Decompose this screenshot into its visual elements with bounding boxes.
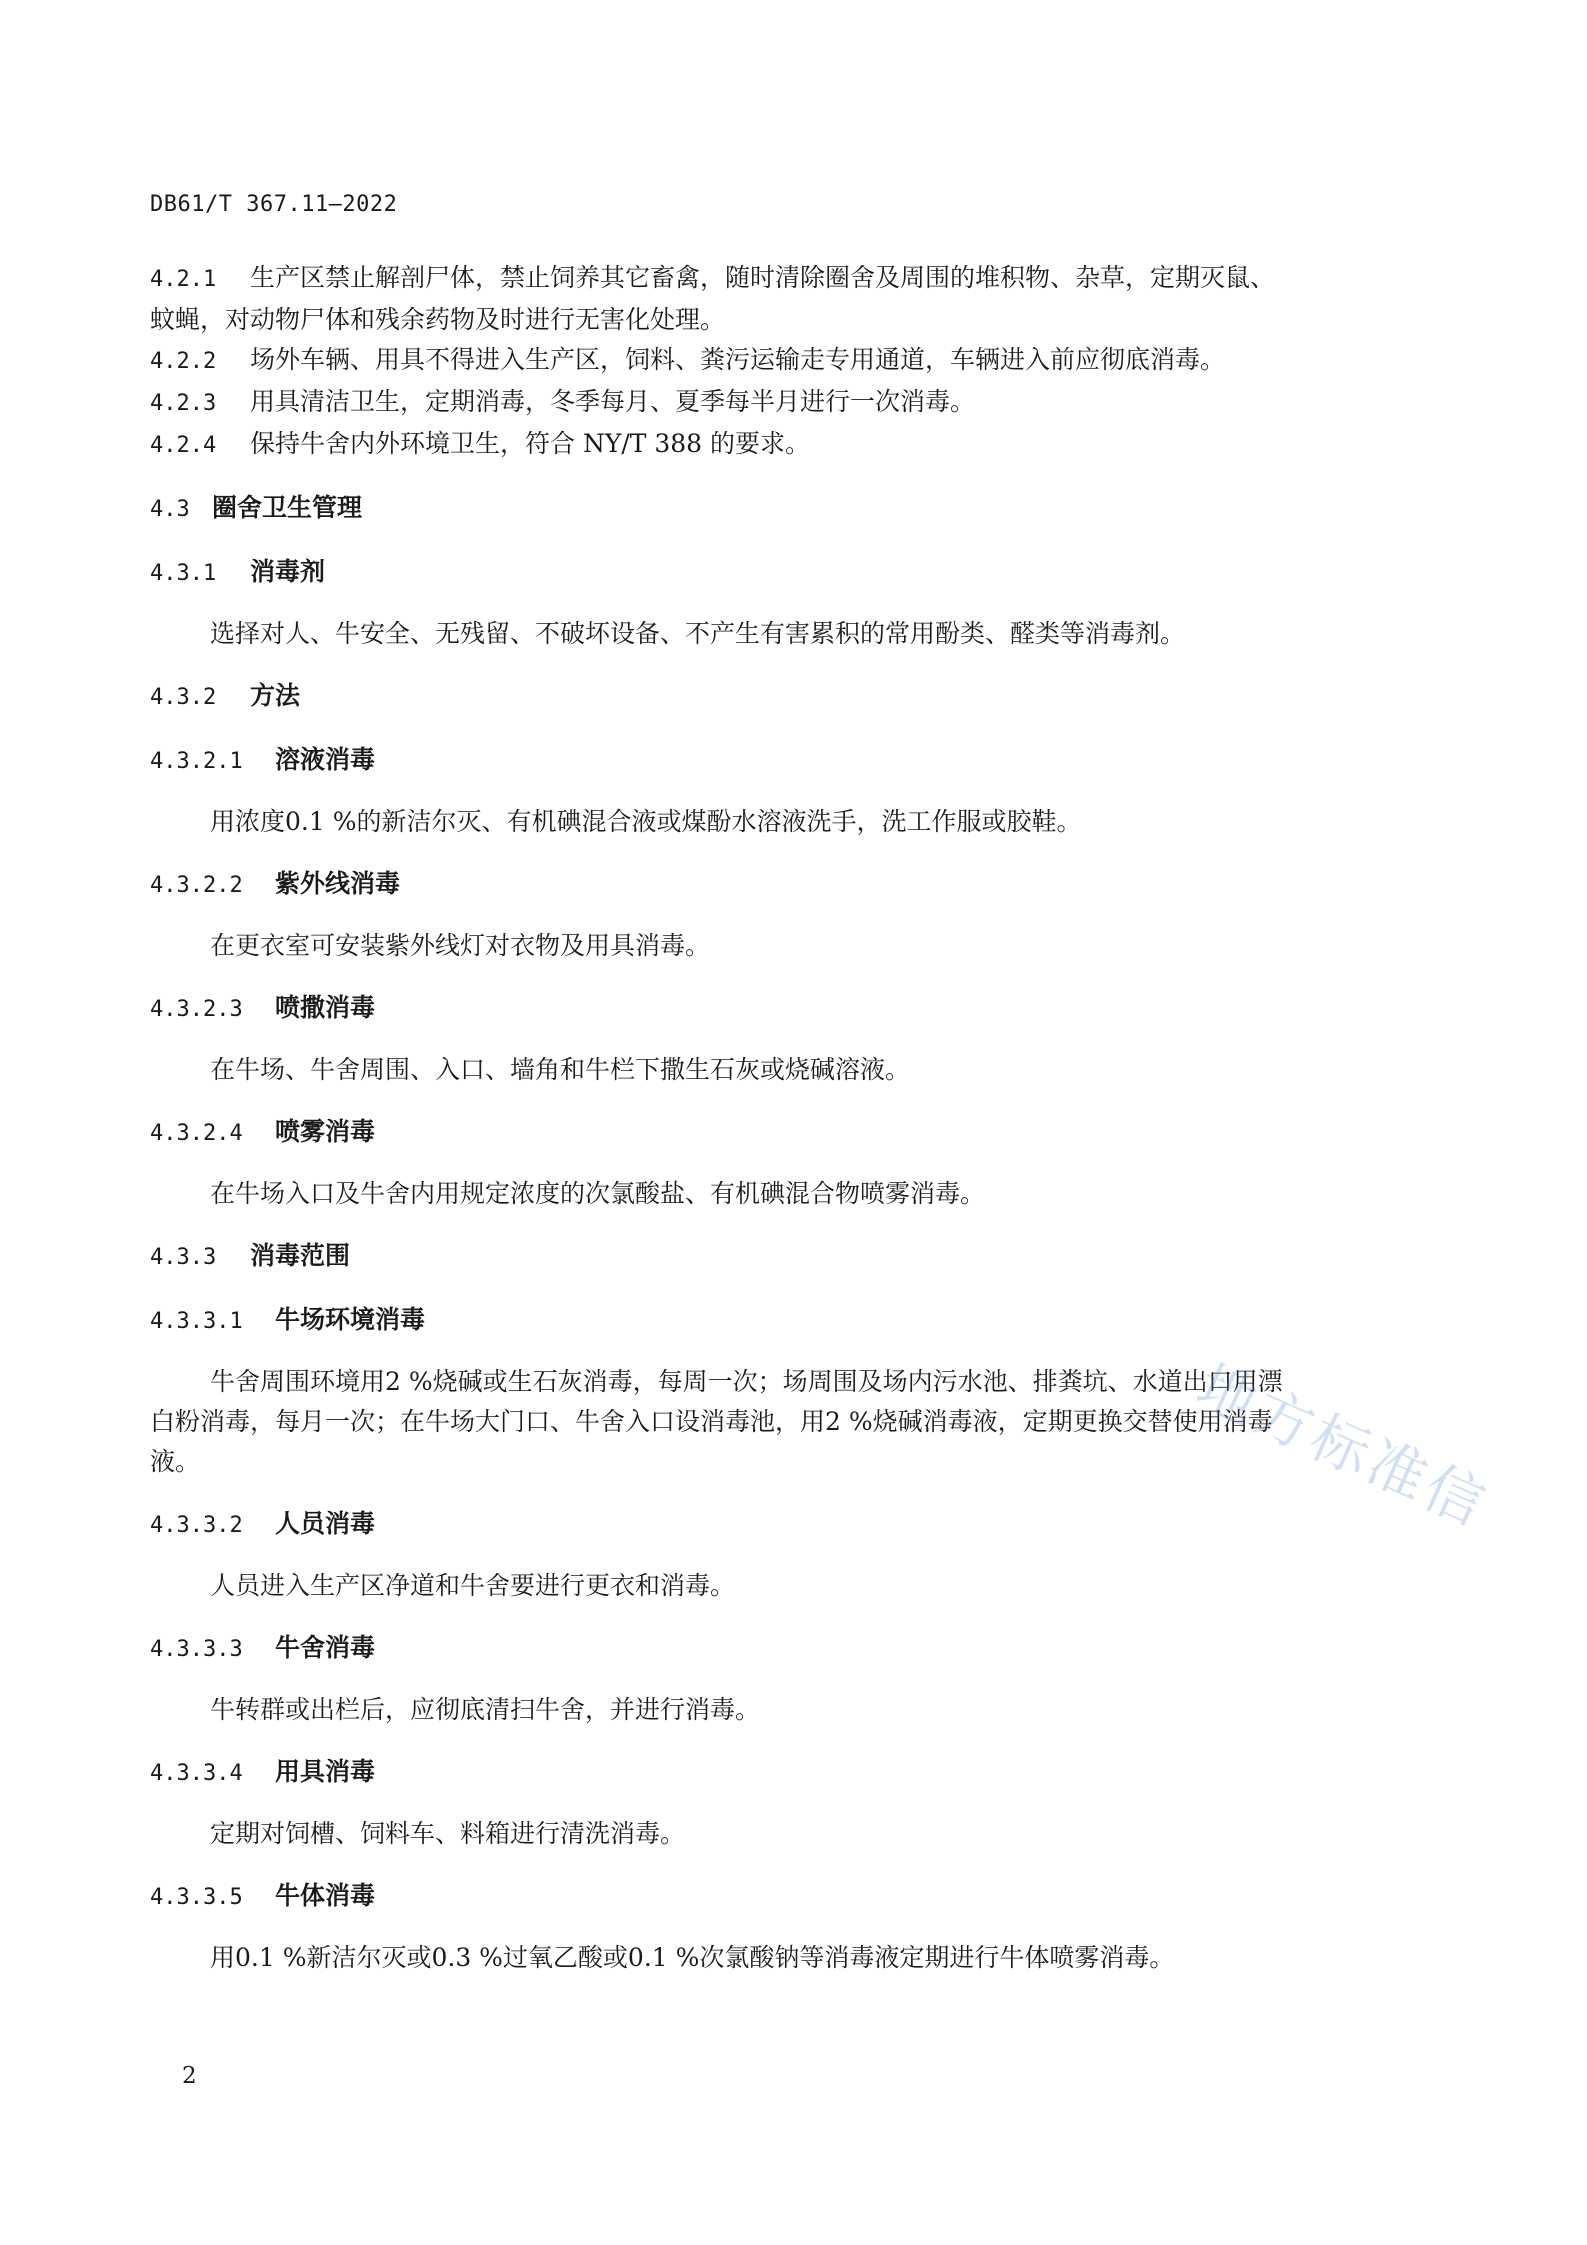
clause-text: 保持牛舍内外环境卫生，符合 NY/T 388 的要求。 xyxy=(250,429,811,458)
clause-number: 4.2.3 xyxy=(150,391,217,416)
document-body xyxy=(150,258,1400,1978)
section-number: 4.3.2 xyxy=(150,685,217,710)
clause-number: 4.2.4 xyxy=(150,433,217,458)
section-4-3-3-3-text: 牛转群或出栏后，应彻底清扫牛舍，并进行消毒。 xyxy=(210,1695,761,1724)
section-title: 紫外线消毒 xyxy=(275,869,401,898)
section-4-3-1-heading xyxy=(150,552,1400,594)
section-number: 4.3.2.4 xyxy=(150,1121,243,1146)
section-4-3-3-2-text: 人员进入生产区净道和牛舍要进行更衣和消毒。 xyxy=(210,1571,736,1600)
section-4-3-3-1-text-line3: 液。 xyxy=(150,1447,201,1476)
section-title: 消毒范围 xyxy=(250,1241,351,1270)
section-4-3-3-5-heading xyxy=(150,1876,1400,1918)
section-4-3-2-3-text: 在牛场、牛舍周围、入口、墙角和牛栏下撒生石灰或烧碱溶液。 xyxy=(210,1055,911,1084)
clause-text: 用具清洁卫生，定期消毒，冬季每月、夏季每半月进行一次消毒。 xyxy=(250,387,976,416)
section-number: 4.3.3.4 xyxy=(150,1761,243,1786)
section-number: 4.3.2.1 xyxy=(150,749,243,774)
section-number: 4.3.2.2 xyxy=(150,873,243,898)
clause-4-2-1 xyxy=(150,258,1400,300)
section-title: 用具消毒 xyxy=(275,1757,376,1786)
section-title: 喷雾消毒 xyxy=(275,1117,376,1146)
section-title: 消毒剂 xyxy=(250,557,326,586)
clause-number: 4.2.1 xyxy=(150,267,217,292)
document-id-header: DB61/T 367.11—2022 xyxy=(150,192,398,217)
section-4-3-heading xyxy=(150,488,1400,530)
section-4-3-2-4-heading xyxy=(150,1112,1400,1154)
clause-4-2-1-continued: 蚊蝇，对动物尸体和残余药物及时进行无害化处理。 xyxy=(150,305,726,334)
section-number: 4.3.3.3 xyxy=(150,1637,243,1662)
section-title: 人员消毒 xyxy=(275,1509,376,1538)
section-number: 4.3.1 xyxy=(150,561,217,586)
section-title: 牛场环境消毒 xyxy=(275,1305,426,1334)
section-title: 牛体消毒 xyxy=(275,1881,376,1910)
section-4-3-2-2-text: 在更衣室可安装紫外线灯对衣物及用具消毒。 xyxy=(210,931,711,960)
section-title: 喷撒消毒 xyxy=(275,993,376,1022)
section-4-3-3-heading xyxy=(150,1236,1400,1278)
watermark-text: 地方标准信 xyxy=(1187,1351,1498,1541)
section-number: 4.3.3.1 xyxy=(150,1309,243,1334)
section-title: 牛舍消毒 xyxy=(275,1633,376,1662)
clause-4-2-4 xyxy=(150,424,1400,466)
section-4-3-2-1-heading xyxy=(150,740,1400,782)
section-4-3-3-3-heading xyxy=(150,1628,1400,1670)
section-4-3-3-1-text-line1: 牛舍周围环境用2 %烧碱或生石灰消毒，每周一次；场周围及场内污水池、排粪坑、水道出口用漂 xyxy=(210,1367,1283,1396)
section-title: 溶液消毒 xyxy=(275,745,376,774)
section-title: 方法 xyxy=(250,681,301,710)
section-4-3-3-1-text-line2: 白粉消毒，每月一次；在牛场大门口、牛舍入口设消毒池，用2 %烧碱消毒液，定期更换交替使用消毒 xyxy=(150,1407,1273,1436)
section-number: 4.3 xyxy=(150,497,190,522)
section-4-3-2-4-text: 在牛场入口及牛舍内用规定浓度的次氯酸盐、有机碘混合物喷雾消毒。 xyxy=(210,1179,986,1208)
section-number: 4.3.2.3 xyxy=(150,997,243,1022)
section-4-3-1-text: 选择对人、牛安全、无残留、不破坏设备、不产生有害累积的常用酚类、醛类等消毒剂。 xyxy=(210,619,1186,648)
section-4-3-2-3-heading xyxy=(150,988,1400,1030)
clause-4-2-3 xyxy=(150,382,1400,424)
section-4-3-3-1-heading xyxy=(150,1300,1400,1342)
page-number: 2 xyxy=(182,2063,197,2089)
section-4-3-3-2-heading xyxy=(150,1504,1400,1546)
section-4-3-3-5-text: 用0.1 %新洁尔灭或0.3 %过氧乙酸或0.1 %次氯酸钠等消毒液定期进行牛体喷雾消毒。 xyxy=(210,1943,1175,1972)
section-4-3-2-2-heading xyxy=(150,864,1400,906)
clause-4-2-2 xyxy=(150,340,1400,382)
clause-text: 场外车辆、用具不得进入生产区，饲料、粪污运输走专用通道，车辆进入前应彻底消毒。 xyxy=(250,345,1226,374)
clause-number: 4.2.2 xyxy=(150,349,217,374)
section-4-3-2-1-text: 用浓度0.1 %的新洁尔灭、有机碘混合液或煤酚水溶液洗手，洗工作服或胶鞋。 xyxy=(210,807,1082,836)
section-number: 4.3.3.5 xyxy=(150,1885,243,1910)
section-title: 圈舍卫生管理 xyxy=(212,493,363,522)
clause-text: 生产区禁止解剖尸体，禁止饲养其它畜禽，随时清除圈舍及周围的堆积物、杂草，定期灭鼠、 xyxy=(250,263,1276,292)
section-4-3-2-heading xyxy=(150,676,1400,718)
section-number: 4.3.3.2 xyxy=(150,1513,243,1538)
section-number: 4.3.3 xyxy=(150,1245,217,1270)
section-4-3-3-4-heading xyxy=(150,1752,1400,1794)
section-4-3-3-4-text: 定期对饲槽、饲料车、料箱进行清洗消毒。 xyxy=(210,1819,686,1848)
